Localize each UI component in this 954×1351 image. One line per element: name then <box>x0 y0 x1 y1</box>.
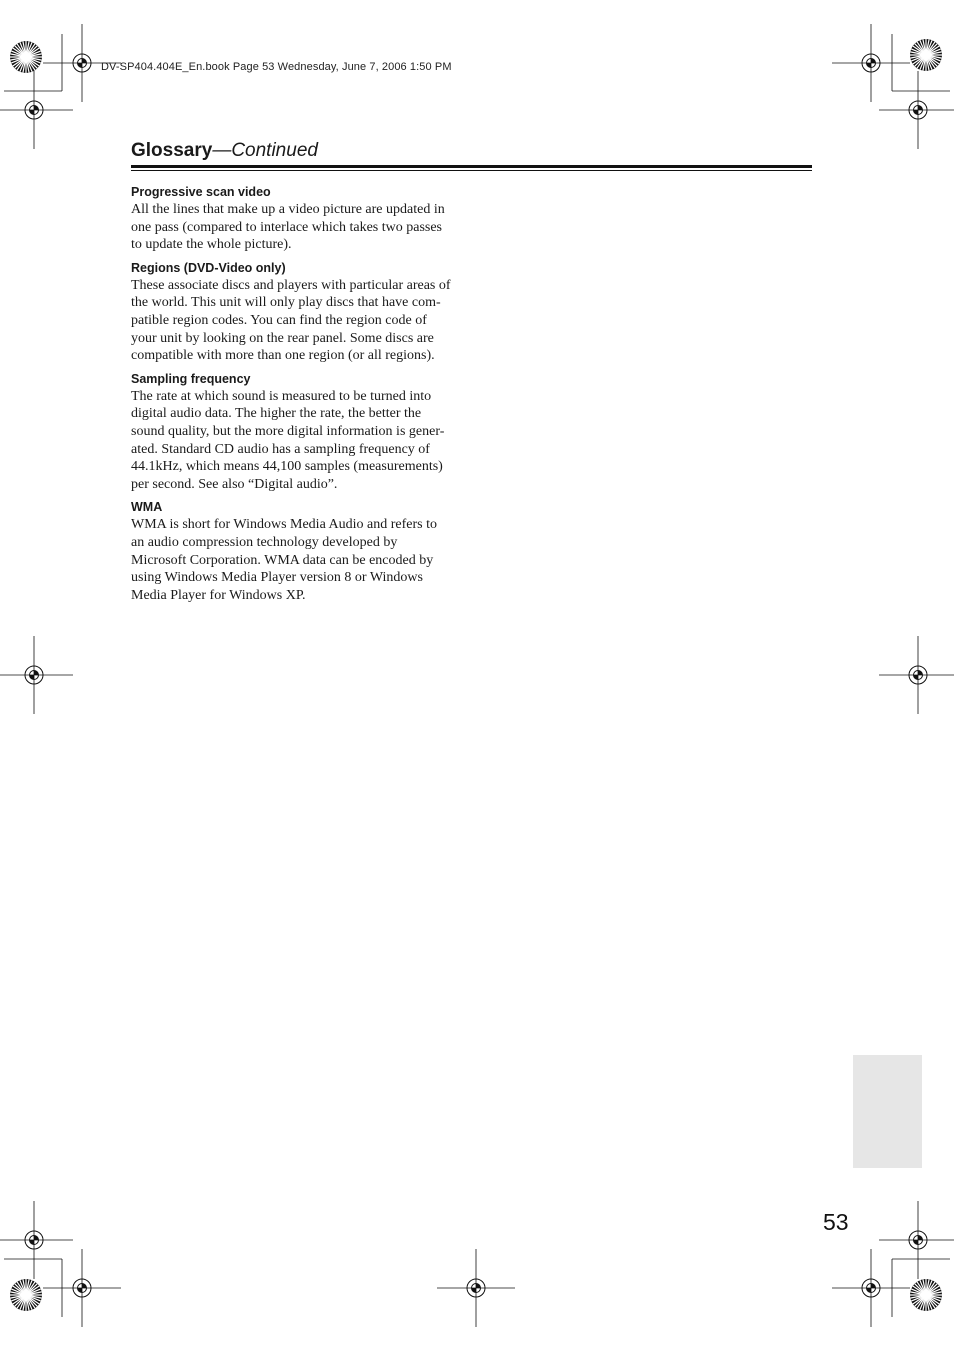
glossary-definition <box>131 201 457 254</box>
definition-line: ated. Standard CD audio has a sampling frequency of <box>131 441 430 457</box>
page-number: 53 <box>823 1209 849 1235</box>
definition-line: sound quality, but the more digital information is gener- <box>131 423 445 439</box>
glossary-definition <box>131 388 457 494</box>
glossary-entry-progressive-scan <box>131 184 457 254</box>
definition-line: Microsoft Corporation. WMA data can be encoded by <box>131 552 434 568</box>
glossary-term: Progressive scan video <box>131 185 271 199</box>
glossary-entry-sampling-frequency <box>131 371 457 494</box>
definition-line: These associate discs and players with particular areas of <box>131 277 451 293</box>
definition-line: All the lines that make up a video picture are updated in <box>131 202 445 217</box>
definition-line: an audio compression technology developed by <box>131 534 398 550</box>
glossary-term: Sampling frequency <box>131 371 251 386</box>
title-rule-thin <box>131 170 812 171</box>
definition-line: using Windows Media Player version 8 or Windows <box>131 570 423 586</box>
title-block <box>131 138 812 164</box>
definition-line: 44.1kHz, which means 44,100 samples (measurements) <box>131 459 443 475</box>
definition-line: per second. See also “Digital audio”. <box>131 476 338 492</box>
glossary-column <box>131 184 457 610</box>
glossary-term: Regions (DVD-Video only) <box>131 260 286 275</box>
definition-line: your unit by looking on the rear panel. Some discs are <box>131 330 434 346</box>
definition-line: The rate at which sound is measured to be turned into <box>131 388 432 404</box>
definition-line: Media Player for Windows XP. <box>131 587 306 603</box>
definition-line: to update the whole picture). <box>131 237 292 253</box>
glossary-term: WMA <box>131 500 163 515</box>
title-rule-thick <box>131 165 812 168</box>
page-title-continued: —Continued <box>212 140 318 161</box>
definition-line: patible region codes. You can find the region code of <box>131 312 427 328</box>
definition-line: digital audio data. The higher the rate, the better the <box>131 406 422 422</box>
glossary-definition <box>131 516 457 604</box>
definition-line: compatible with more than one region (or all regions). <box>131 348 435 364</box>
glossary-entry-wma <box>131 499 457 604</box>
definition-line: one pass (compared to interlace which takes two passes <box>131 219 443 235</box>
glossary-definition <box>131 277 457 365</box>
definition-line: WMA is short for Windows Media Audio and refers to <box>131 517 437 533</box>
page-title <box>131 138 812 164</box>
side-index-tab <box>853 1055 922 1168</box>
print-header: DV-SP404.404E_En.book Page 53 Wednesday, June 7, 2006 1:50 PM <box>101 61 452 73</box>
definition-line: the world. This unit will only play discs that have com- <box>131 295 441 311</box>
glossary-entry-regions <box>131 260 457 365</box>
page-title-main: Glossary <box>131 140 213 161</box>
